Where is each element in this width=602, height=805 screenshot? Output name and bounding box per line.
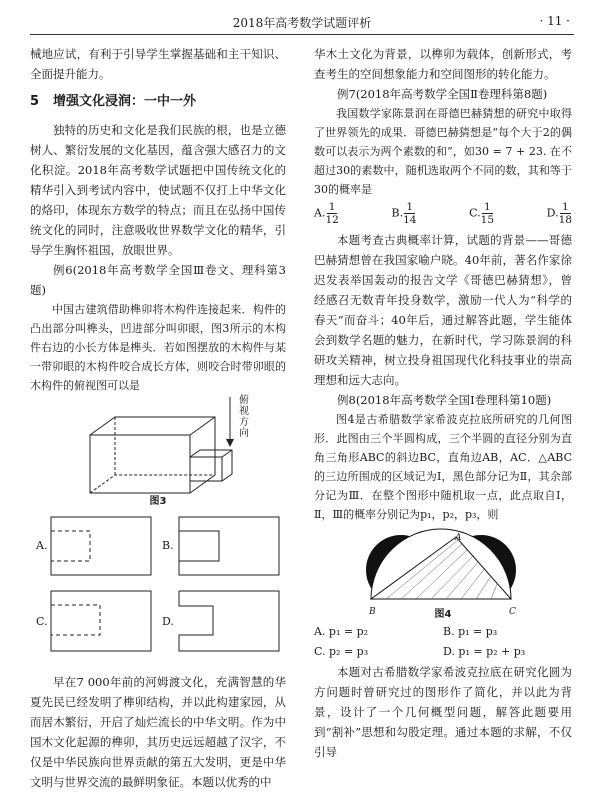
vertex-c-label: C	[509, 607, 516, 617]
option-a-view	[50, 516, 152, 576]
view-direction-label: 俯视方向	[239, 395, 249, 439]
mortise-history-paragraph: 早在7 000年前的河姆渡文化，充满智慧的华夏先民已经发明了榫卯结构，并以此构建家园，从而居木繁衍，开启了灿烂流长的中华文明。作为中国木文化起源的榫卯，其历史远远超越了汉字，不仅是中华民族向世界贡献的第五大发明，更是中华文明与世界交流的最鲜明象征。本题以优秀的中	[30, 675, 286, 789]
example8-body: 图4是古希腊数学家希波克拉底所研究的几何图形．此图由三个半圆构成，三个半圆的直径分别为直角三角形ABC的斜边BC，直角边AB，AC．△ABC的三边所围成的区域记为Ⅰ，黑色部分记为Ⅱ，其余部分记为Ⅲ．在整个图形中随机取一点，此点取自Ⅰ，Ⅱ，Ⅲ的概率分别记为p₁，p₂，p₃，则	[314, 413, 572, 521]
culture-paragraph: 独特的历史和文化是我们民族的根，也是立德树人、繁衍发展的文化基因，蕴含强大感召力的文化积淀。2018年高考数学试题把中国传统文化的精华引入到考试内容中，使试题不仅打上中华文化的烙印，体现东方数学的特点；而且在弘扬中国传统文化的同时，注意吸收世界数学文化的精华，引导学生胸怀祖国，放眼世界。	[30, 123, 286, 257]
right-column	[314, 44, 572, 762]
hippocrates-lunes-figure	[366, 524, 516, 606]
choice-d: D. p₁ = p₂ + p₃	[443, 645, 526, 658]
figure3-caption: 图3	[149, 496, 167, 507]
section-title: 增强文化浸润：一中一外	[53, 94, 197, 109]
option-d-label: D.	[162, 615, 174, 628]
figure4-caption: 图4	[434, 609, 452, 620]
header-rule	[30, 34, 574, 35]
option-c-label: C.	[36, 615, 48, 628]
example8-heading: 例8(2018年高考数学全国Ⅰ卷理科第10题)	[337, 393, 552, 407]
goldbach-paragraph: 本题考查古典概率计算，试题的背景——哥德巴赫猜想曾在我国家喻户晓。40年前，著名作家徐迟发表举国轰动的报告文学《哥德巴赫猜想》，曾经感召无数青年投身数学，激励一代人为“科学的春天”而奋斗；40年后，通过解答此题，学生能体会到数学名题的魅力，在新时代，学习陈景润的科研攻关精神，树立投身祖国现代化科技事业的崇高理想和远大志向。	[314, 233, 572, 387]
choice-a: A. $\frac{1}{12}$	[314, 201, 339, 226]
choice-c: C. p₂ = p₃	[314, 645, 369, 658]
choice-a: A. p₁ = p₂	[314, 625, 369, 638]
figure4	[314, 524, 572, 622]
example7-heading: 例7(2018年高考数学全国Ⅱ卷理科第8题)	[337, 87, 548, 101]
example7-body: 我国数学家陈景润在哥德巴赫猜想的研究中取得了世界领先的成果．哥德巴赫猜想是“每个大于2的偶数可以表示为两个素数的和”，如30 = 7 + 23. 在不超过30的素数中，随机选取两个不同的数，其和等于30的概率是	[314, 107, 572, 196]
choice-b: B. p₁ = p₃	[443, 625, 498, 638]
example6-body: 中国古建筑借助榫卯将木构件连接起来．构件的凸出部分叫榫头，凹进部分叫卯眼，图3所示的木构件右边的小长方体是榫头．若如图摆放的木构件与某一带卯眼的木构件咬合成长方体，则咬合时带卯眼的木构件的俯视图可以是	[30, 303, 286, 392]
option-b-label: B.	[162, 539, 174, 552]
page-header	[30, 12, 574, 32]
example8-choices	[314, 622, 572, 662]
running-title: 2018年高考数学试题评析	[232, 16, 372, 30]
example7-choices	[314, 201, 572, 226]
choice-b: B. $\frac{1}{14}$	[391, 201, 417, 226]
intro-paragraph: 械地应试，有利于引导学生掌握基础和主干知识、全面提升能力。	[30, 47, 286, 81]
section-number: 5	[30, 94, 40, 109]
option-d-view	[178, 590, 280, 652]
choice-d: D. $\frac{1}{18}$	[546, 201, 572, 226]
continued-paragraph: 华木土文化为背景，以榫卯为载体，创新形式，考查考生的空间想象能力和空间图形的转化能力。	[314, 47, 572, 81]
option-c-view	[50, 590, 152, 652]
choice-c: C. $\frac{1}{15}$	[469, 201, 495, 226]
example6-heading: 例6(2018年高考数学全国Ⅲ卷文、理科第3题)	[30, 263, 286, 297]
section-heading	[30, 92, 286, 112]
option-b-view	[178, 516, 280, 576]
left-column	[30, 44, 286, 792]
figure3	[30, 395, 286, 510]
hippocrates-paragraph: 本题对古希腊数学家希波克拉底在研究化圆为方问题时曾研究过的图形作了简化，并以此为背景，设计了一个几何概型问题，解答此题要用到“割补”思想和勾股定理。通过本题的求解，不仅引导	[314, 665, 572, 759]
options-figure	[30, 514, 286, 674]
vertex-a-label: A	[455, 533, 462, 543]
vertex-b-label: B	[369, 607, 376, 617]
page-number: · 11 ·	[539, 14, 570, 28]
option-a-label: A.	[36, 539, 48, 552]
